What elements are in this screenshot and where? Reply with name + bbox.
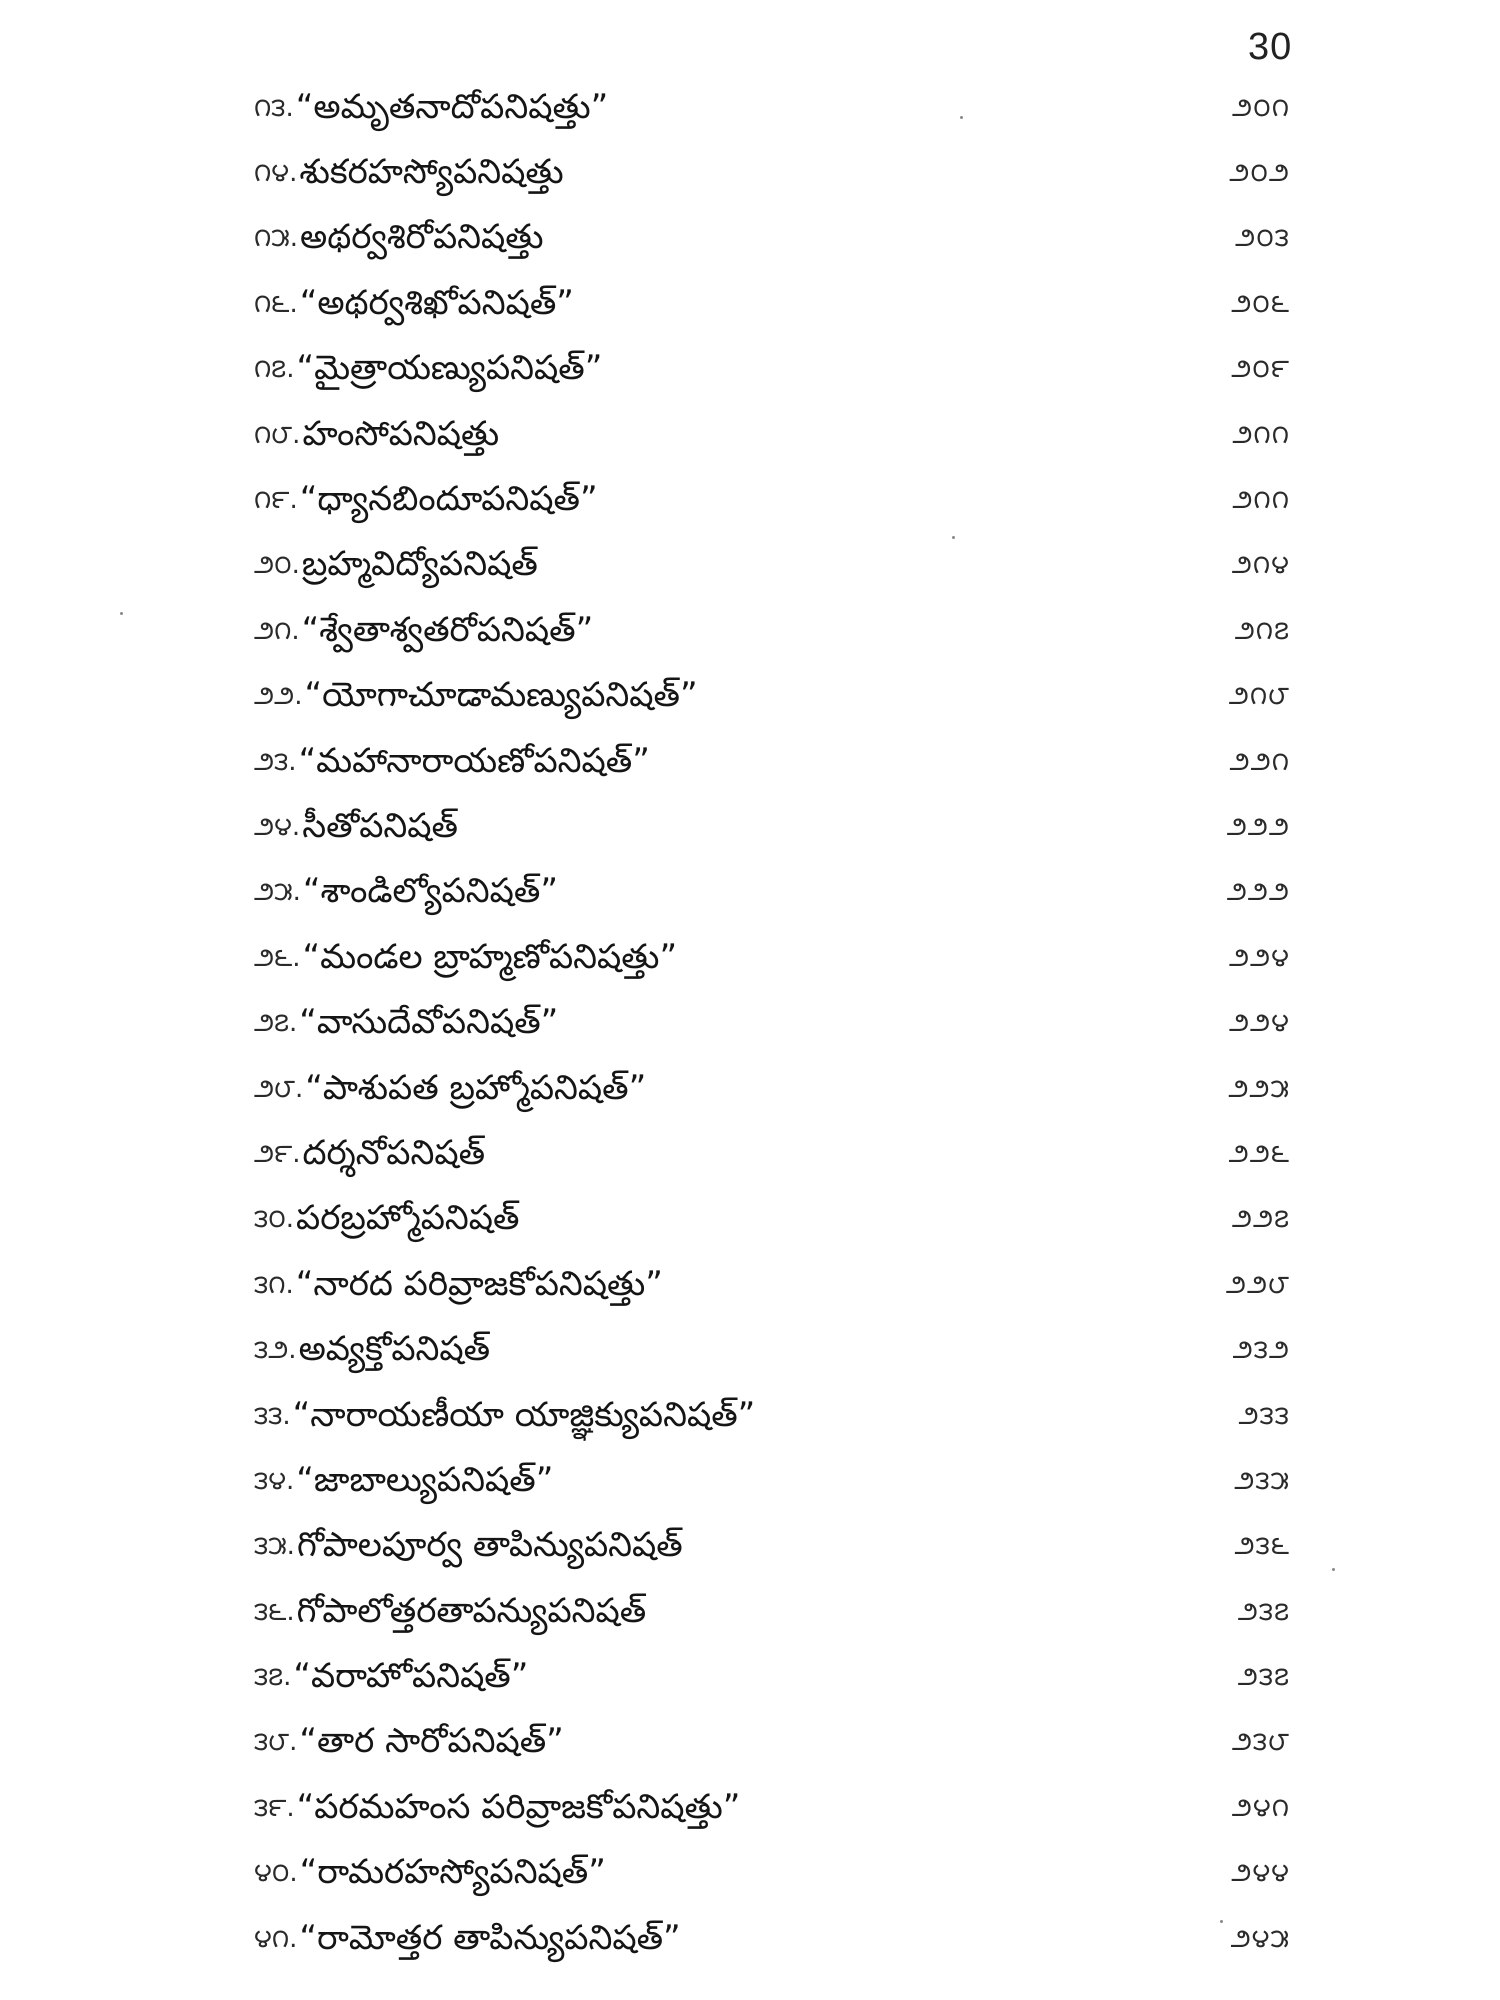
entry-title: “నారాయణీయా యాజ్ఞిక్యుపనిషత్” bbox=[292, 1394, 756, 1435]
entry-page-number: ౨౧౮ bbox=[1228, 681, 1290, 712]
entry-number: ౨౨. bbox=[254, 681, 303, 712]
entry-page-number: ౨౦౧ bbox=[1232, 92, 1290, 123]
toc-entry bbox=[254, 1713, 1294, 1778]
entry-page-number: ౨౩౬ bbox=[1234, 1531, 1290, 1562]
entry-number: ౩౨. bbox=[254, 1335, 297, 1366]
toc-entry bbox=[254, 928, 1294, 993]
toc-entry bbox=[254, 863, 1294, 928]
entry-number: ౩౮. bbox=[254, 1727, 298, 1758]
entry-title: “తార సారోపనిషత్” bbox=[299, 1721, 564, 1762]
entry-number: ౨౮. bbox=[254, 1073, 304, 1104]
entry-title: గోపాలపూర్వ తాపిన్యుపనిషత్ bbox=[296, 1525, 683, 1566]
entry-title: “వరాహోపనిషత్” bbox=[293, 1656, 529, 1697]
entry-page-number: ౨౨౧ bbox=[1229, 746, 1290, 777]
entry-title: సీతోపనిషత్ bbox=[302, 805, 458, 846]
entry-title: “ధ్యానబిందూపనిషత్” bbox=[299, 479, 598, 520]
entry-page-number: ౨౨౬ bbox=[1228, 1138, 1290, 1169]
toc-entry bbox=[254, 601, 1294, 666]
page-number: 30 bbox=[1248, 26, 1293, 68]
entry-title: బ్రహ్మవిద్యోపనిషత్ bbox=[301, 544, 538, 585]
entry-page-number: ౨౩౩ bbox=[1238, 1400, 1290, 1431]
print-speck bbox=[952, 536, 955, 539]
entry-number: ౩౪. bbox=[254, 1465, 295, 1496]
toc-entry bbox=[254, 1517, 1294, 1582]
entry-page-number: ౨౦౩ bbox=[1235, 223, 1290, 254]
entry-number: ౧౬. bbox=[254, 288, 298, 319]
entry-title: అవ్యక్తోపనిషత్ bbox=[298, 1329, 491, 1370]
entry-page-number: ౨౨౪ bbox=[1228, 1008, 1290, 1039]
entry-title: గోపాలోత్తరతాపన్యుపనిషత్ bbox=[296, 1590, 647, 1631]
toc-entry bbox=[254, 1386, 1294, 1451]
toc-entry bbox=[254, 1451, 1294, 1516]
entry-number: ౨౦. bbox=[254, 550, 300, 581]
entry-title: “పాశుపత బ్రహ్మోపనిషత్” bbox=[305, 1067, 647, 1108]
entry-page-number: ౨౦౯ bbox=[1231, 354, 1290, 385]
entry-number: ౧౭. bbox=[254, 354, 295, 385]
entry-title: “జాబాల్యుపనిషత్” bbox=[296, 1459, 554, 1500]
entry-number: ౩౧. bbox=[254, 1269, 294, 1300]
toc-entry bbox=[254, 1647, 1294, 1712]
entry-number: ౧౫. bbox=[254, 223, 299, 254]
toc-entry bbox=[254, 1124, 1294, 1189]
entry-page-number: ౨౦౨ bbox=[1229, 158, 1290, 189]
entry-title: అథర్వశిరోపనిషత్తు bbox=[300, 217, 544, 258]
entry-number: ౪౧. bbox=[254, 1923, 298, 1954]
print-speck bbox=[1220, 1920, 1223, 1923]
entry-title: “యోగాచూడామణ్యుపనిషత్” bbox=[304, 675, 698, 716]
entry-number: ౩౭. bbox=[254, 1662, 292, 1693]
entry-page-number: ౨౪౫ bbox=[1230, 1923, 1290, 1954]
toc-entry bbox=[254, 470, 1294, 535]
entry-number: ౨౧. bbox=[254, 615, 300, 646]
entry-number: ౨౭. bbox=[254, 1008, 298, 1039]
entry-page-number: ౨౨౨ bbox=[1226, 877, 1290, 908]
entry-title: పరబ్రహ్మోపనిషత్ bbox=[296, 1198, 520, 1239]
toc-entry bbox=[254, 78, 1294, 143]
entry-title: హంసోపనిషత్తు bbox=[302, 413, 500, 454]
toc-entry bbox=[254, 1059, 1294, 1124]
entry-page-number: ౨౨౪ bbox=[1228, 942, 1290, 973]
toc-entry bbox=[254, 209, 1294, 274]
entry-number: ౩౩. bbox=[254, 1400, 291, 1431]
print-speck bbox=[120, 612, 123, 615]
toc-entry bbox=[254, 1778, 1294, 1843]
entry-title: “శాండిల్యోపనిషత్” bbox=[302, 871, 558, 912]
toc-entry bbox=[254, 1844, 1294, 1909]
entry-title: “రామరహస్యోపనిషత్” bbox=[299, 1852, 606, 1893]
entry-title: “నారద పరివ్రాజకోపనిషత్తు” bbox=[295, 1263, 663, 1304]
entry-number: ౪౦. bbox=[254, 1858, 298, 1889]
entry-title: “మండల బ్రాహ్మణోపనిషత్తు” bbox=[302, 936, 678, 977]
entry-page-number: ౨౩౭ bbox=[1237, 1662, 1290, 1693]
entry-title: “మైత్రాయణ్యుపనిషత్” bbox=[296, 348, 603, 389]
entry-page-number: ౨౧౪ bbox=[1231, 550, 1290, 581]
entry-title: దర్శనోపనిషత్ bbox=[302, 1132, 486, 1173]
print-speck bbox=[960, 116, 963, 119]
print-speck bbox=[1332, 1568, 1335, 1571]
entry-page-number: ౨౩౭ bbox=[1237, 1596, 1290, 1627]
entry-number: ౩౫. bbox=[254, 1531, 295, 1562]
entry-page-number: ౨౨౮ bbox=[1225, 1269, 1290, 1300]
toc-entry bbox=[254, 1320, 1294, 1385]
entry-page-number: ౨౦౬ bbox=[1231, 288, 1290, 319]
toc-entry bbox=[254, 1909, 1294, 1974]
entry-page-number: ౨౩౨ bbox=[1232, 1335, 1290, 1366]
entry-page-number: ౨౨౫ bbox=[1228, 1073, 1290, 1104]
toc-entry bbox=[254, 993, 1294, 1058]
entry-number: ౧౮. bbox=[254, 419, 301, 450]
toc-entry bbox=[254, 1190, 1294, 1255]
entry-page-number: ౨౩౫ bbox=[1234, 1465, 1290, 1496]
entry-title: “పరమహంస పరివ్రాజకోపనిషత్తు” bbox=[296, 1786, 741, 1827]
entry-page-number: ౨౨౭ bbox=[1231, 1204, 1290, 1235]
entry-number: ౧౪. bbox=[254, 158, 298, 189]
entry-number: ౧౩. bbox=[254, 92, 294, 123]
entry-number: ౩౬. bbox=[254, 1596, 295, 1627]
toc-entry bbox=[254, 667, 1294, 732]
entry-page-number: ౨౩౮ bbox=[1231, 1727, 1290, 1758]
entry-page-number: ౨౨౨ bbox=[1226, 811, 1290, 842]
entry-title: “రామోత్తర తాపిన్యుపనిషత్” bbox=[299, 1917, 681, 1958]
toc-entry bbox=[254, 274, 1294, 339]
entry-title: “మహానారాయణోపనిషత్” bbox=[298, 740, 650, 781]
entry-number: ౩౦. bbox=[254, 1204, 295, 1235]
toc-entry bbox=[254, 340, 1294, 405]
toc-entry bbox=[254, 732, 1294, 797]
toc-entry bbox=[254, 405, 1294, 470]
entry-page-number: ౨౧౧ bbox=[1232, 419, 1290, 450]
entry-title: శుకరహస్యోపనిషత్తు bbox=[299, 152, 564, 193]
entry-number: ౧౯. bbox=[254, 485, 298, 516]
entry-title: “అమృతనాదోపనిషత్తు” bbox=[295, 86, 609, 127]
toc-entry bbox=[254, 143, 1294, 208]
toc-entry bbox=[254, 797, 1294, 862]
entry-title: “అథర్వశిఖోపనిషత్” bbox=[299, 282, 574, 323]
entry-title: “శ్వేతాశ్వతరోపనిషత్” bbox=[301, 609, 594, 650]
toc-entry bbox=[254, 1255, 1294, 1320]
entry-page-number: ౨౧౧ bbox=[1232, 485, 1290, 516]
entry-page-number: ౨౪౪ bbox=[1231, 1858, 1290, 1889]
entry-number: ౩౯. bbox=[254, 1792, 295, 1823]
entry-number: ౨౫. bbox=[254, 877, 301, 908]
entry-number: ౨౪. bbox=[254, 811, 301, 842]
entry-number: ౨౩. bbox=[254, 746, 297, 777]
entry-page-number: ౨౪౧ bbox=[1231, 1792, 1290, 1823]
table-of-contents bbox=[254, 78, 1294, 1974]
entry-number: ౨౬. bbox=[254, 942, 301, 973]
toc-entry bbox=[254, 536, 1294, 601]
toc-entry bbox=[254, 1582, 1294, 1647]
entry-number: ౨౯. bbox=[254, 1138, 301, 1169]
entry-title: “వాసుదేవోపనిషత్” bbox=[299, 1002, 559, 1043]
entry-page-number: ౨౧౭ bbox=[1234, 615, 1290, 646]
